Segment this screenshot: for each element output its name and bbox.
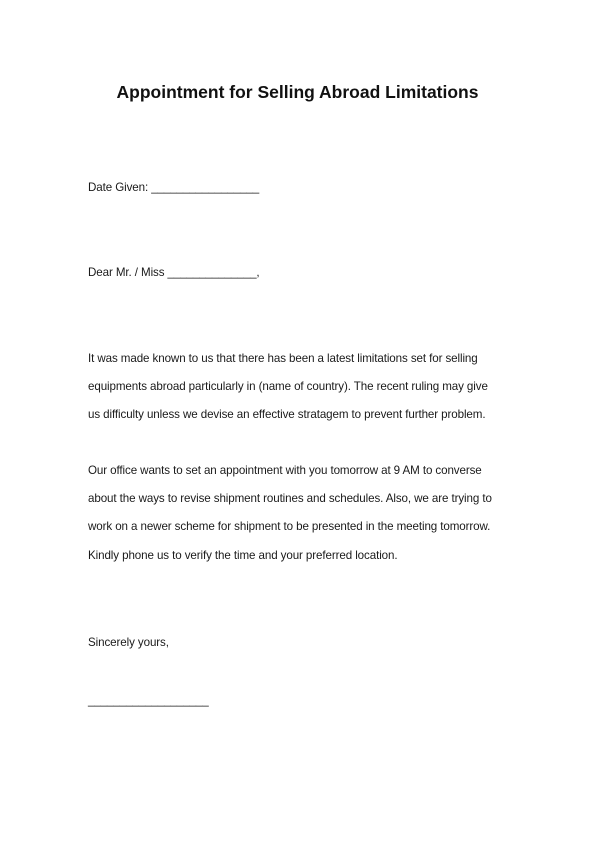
salutation: Dear Mr. / Miss ______________, bbox=[88, 266, 260, 279]
letter-title: Appointment for Selling Abroad Limitations bbox=[116, 82, 479, 102]
closing: Sincerely yours, bbox=[88, 636, 169, 649]
paragraph-line: equipments abroad particularly in (name of country). The recent ruling may give bbox=[88, 380, 488, 393]
paragraph-line: Kindly phone us to verify the time and your preferred location. bbox=[88, 549, 398, 562]
paragraph-line: us difficulty unless we devise an effective stratagem to prevent further problem. bbox=[88, 408, 486, 421]
paragraph-line: Our office wants to set an appointment with you tomorrow at 9 AM to converse bbox=[88, 464, 482, 477]
paragraph-line: It was made known to us that there has been a latest limitations set for selling bbox=[88, 352, 478, 365]
paragraph-line: work on a newer scheme for shipment to be presented in the meeting tomorrow. bbox=[88, 520, 491, 533]
date-given-line: Date Given: _________________ bbox=[88, 181, 260, 194]
signature-line: ___________________ bbox=[88, 694, 209, 707]
paragraph-line: about the ways to revise shipment routines and schedules. Also, we are trying to bbox=[88, 492, 492, 505]
